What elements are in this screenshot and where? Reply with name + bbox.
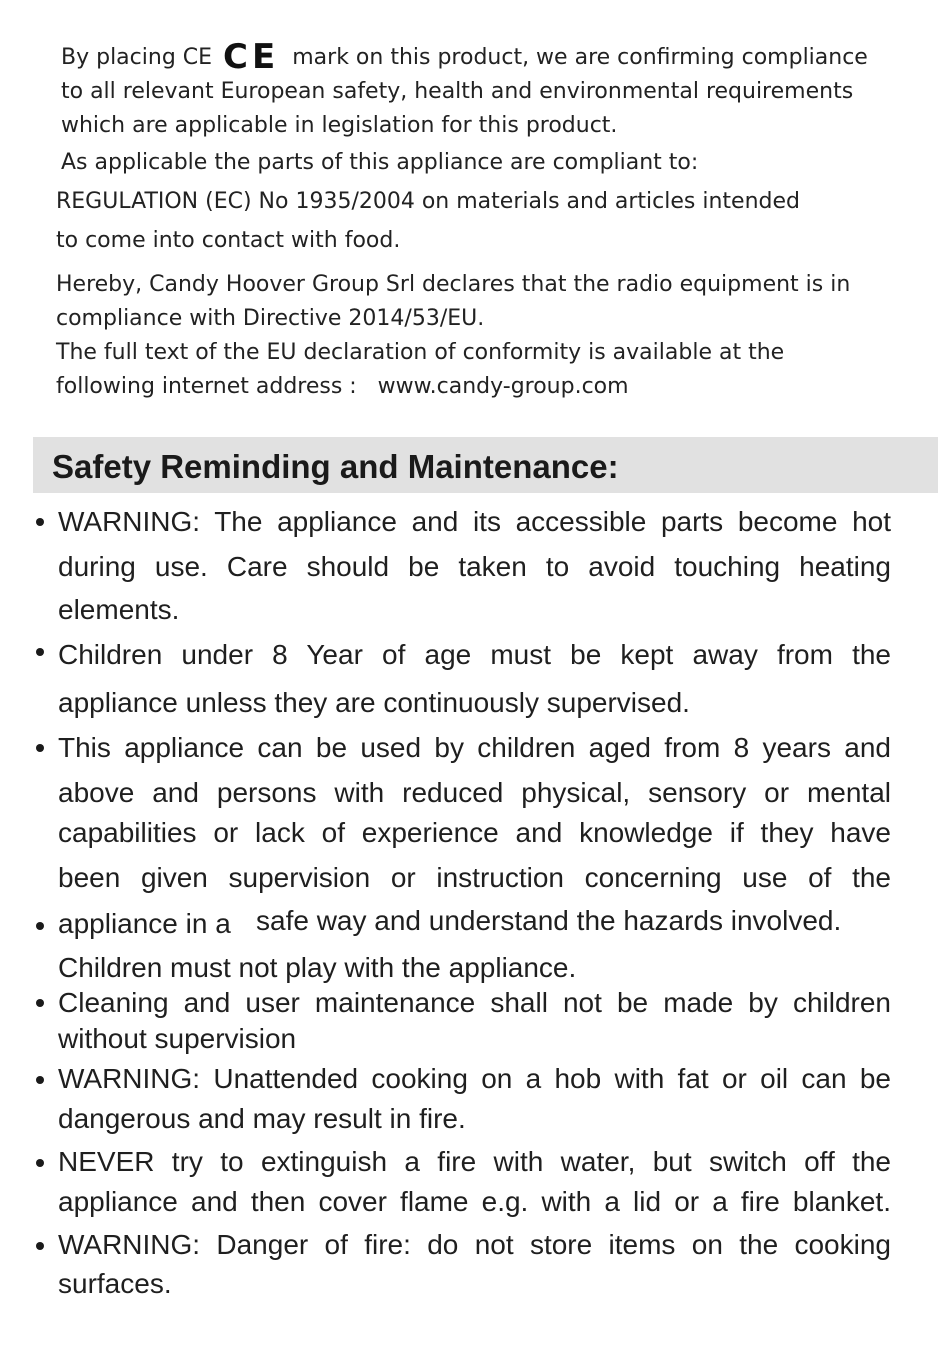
- hereby-line-1: Hereby, Candy Hoover Group Srl declares that the radio equipment is in: [56, 272, 851, 297]
- bullet-5-line-2: without supervision: [58, 1023, 297, 1054]
- bullet-dot: [36, 999, 44, 1007]
- bullet-dot: [36, 1159, 44, 1167]
- bullet-dot: [36, 1242, 44, 1250]
- ce-text-after: mark on this product, we are confirming compliance: [292, 45, 868, 70]
- bullet-3-line-4: been given supervision or instruction concerning use of the: [58, 862, 891, 893]
- regulation-line-2: to come into contact with food.: [56, 228, 401, 253]
- ce-text-before: By placing CE: [61, 45, 213, 70]
- bullet-2-line-2: appliance unless they are continuously supervised.: [58, 687, 690, 718]
- ce-line-1: [61, 37, 868, 77]
- fulltext-line-2: following internet address : www.candy-group.com: [56, 374, 629, 399]
- bullet-8-line-2: surfaces.: [58, 1268, 172, 1299]
- bullet-6-line-2: dangerous and may result in fire.: [58, 1103, 466, 1134]
- bullet-1-line-2: during use. Care should be taken to avoid touching heating: [58, 551, 891, 582]
- applicable-line: As applicable the parts of this appliance are compliant to:: [61, 150, 699, 175]
- bullet-5-line-1: Cleaning and user maintenance shall not be made by children: [58, 987, 891, 1018]
- bullet-6-line-1: WARNING: Unattended cooking on a hob with fat or oil can be: [58, 1063, 891, 1094]
- bullet-3-line-1: This appliance can be used by children aged from 8 years and: [58, 732, 891, 763]
- bullet-dot: [36, 744, 44, 752]
- bullet-dot: [36, 648, 44, 656]
- section-title: Safety Reminding and Maintenance:: [52, 448, 619, 485]
- bullet-3-line-3: capabilities or lack of experience and knowledge if they have: [58, 817, 891, 848]
- ce-mark-logo: CE: [223, 37, 280, 77]
- bullet-1-line-3: elements.: [58, 594, 180, 625]
- bullet-1-line-1: WARNING: The appliance and its accessible parts become hot: [58, 506, 891, 537]
- bullet-7-line-1: NEVER try to extinguish a fire with water, but switch off the: [58, 1146, 891, 1177]
- hereby-line-2: compliance with Directive 2014/53/EU.: [56, 306, 485, 331]
- regulation-line-1: REGULATION (EC) No 1935/2004 on materials and articles intended: [56, 189, 800, 214]
- bullet-3-line-2: above and persons with reduced physical, sensory or mental: [58, 777, 891, 808]
- bullet-dot: [36, 518, 44, 526]
- ce-line-2: to all relevant European safety, health and environmental requirements: [61, 79, 854, 104]
- bullet-2-line-1: Children under 8 Year of age must be kept away from the: [58, 639, 891, 670]
- bullet-4-line-2: Children must not play with the appliance.: [58, 952, 577, 983]
- section-header: [33, 437, 938, 493]
- bullet-8-line-1: WARNING: Danger of fire: do not store items on the cooking: [58, 1229, 891, 1260]
- ce-line-3: which are applicable in legislation for this product.: [61, 113, 618, 138]
- bullet-4-line-1b: safe way and understand the hazards involved.: [256, 905, 842, 936]
- fulltext-line-1: The full text of the EU declaration of conformity is available at the: [56, 340, 785, 365]
- bullet-dot: [36, 1076, 44, 1084]
- bullet-4-line-1a: appliance in a: [58, 908, 231, 939]
- bullet-7-line-2: appliance and then cover flame e.g. with a lid or a fire blanket.: [58, 1186, 891, 1217]
- bullet-dot: [36, 922, 44, 930]
